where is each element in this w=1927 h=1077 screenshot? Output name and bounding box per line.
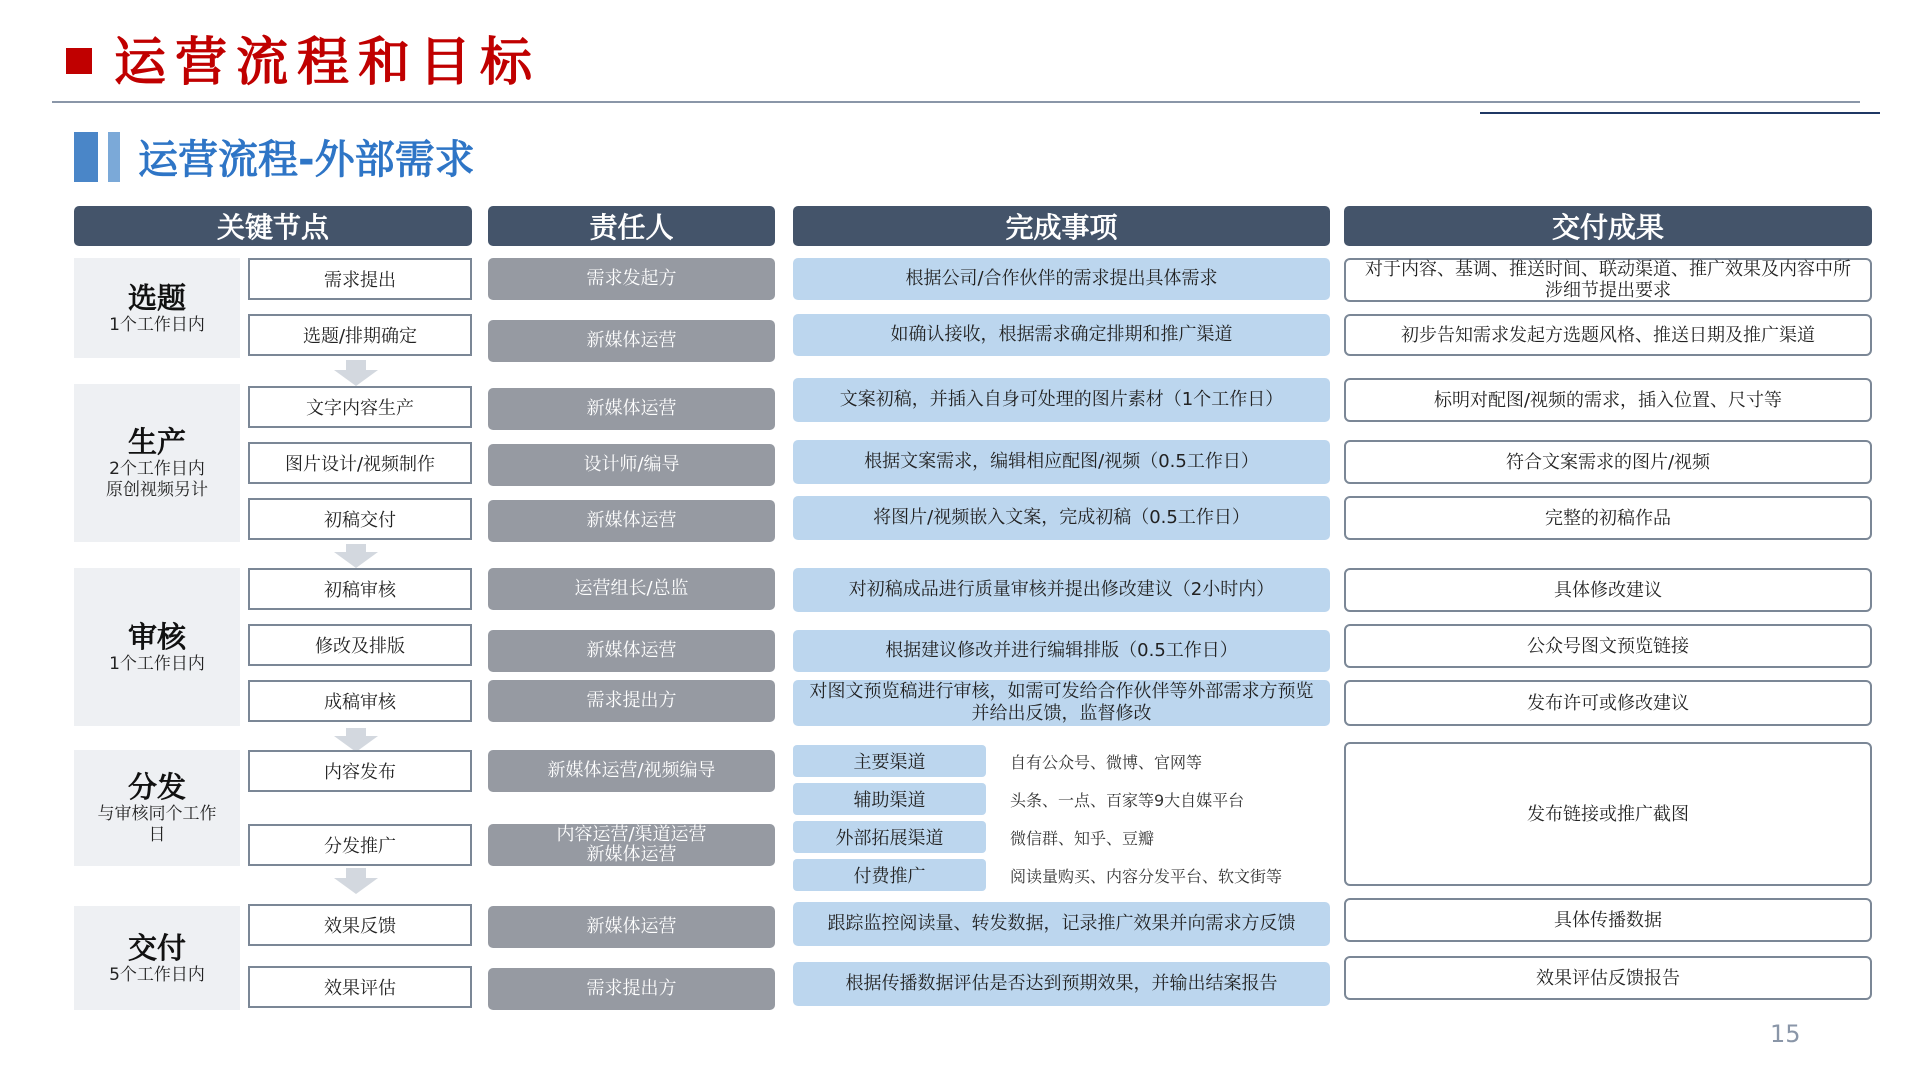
task-box: 跟踪监控阅读量、转发数据，记录推广效果并向需求方反馈 [793, 902, 1330, 946]
stage-delivery [74, 906, 240, 1010]
channel-label: 外部拓展渠道 [793, 821, 986, 853]
node-box: 图片设计/视频制作 [248, 442, 472, 484]
node-box: 分发推广 [248, 824, 472, 866]
channel-desc: 阅读量购买、内容分发平台、软文街等 [1010, 866, 1283, 886]
flow-arrow-stem [346, 868, 366, 878]
owner-badge: 设计师/编导 [488, 444, 775, 486]
header-key-node: 关键节点 [74, 206, 472, 246]
node-box: 修改及排版 [248, 624, 472, 666]
result-box: 公众号图文预览链接 [1344, 624, 1872, 668]
channel-desc: 微信群、知乎、豆瓣 [1010, 828, 1155, 848]
channel-label: 主要渠道 [793, 745, 986, 777]
task-box: 根据文案需求，编辑相应配图/视频（0.5工作日） [793, 440, 1330, 484]
flow-arrow-stem [346, 728, 366, 736]
result-box: 具体传播数据 [1344, 898, 1872, 942]
stage-name: 审核 [127, 619, 186, 654]
task-box: 文案初稿，并插入自身可处理的图片素材（1个工作日） [793, 378, 1330, 422]
channel-desc: 头条、一点、百家等9大自媒平台 [1010, 790, 1245, 810]
subtitle-bar [74, 132, 98, 182]
owner-badge: 需求提出方 [488, 968, 775, 1010]
owner-badge: 新媒体运营 [488, 320, 775, 362]
title-bullet [66, 48, 92, 74]
stage-desc: 1个工作日内 [109, 314, 205, 335]
stage-review [74, 568, 240, 726]
owner-badge: 运营组长/总监 [488, 568, 775, 610]
flow-arrow-stem [346, 544, 366, 552]
owner-badge: 新媒体运营 [488, 388, 775, 430]
node-box: 选题/排期确定 [248, 314, 472, 356]
channel-label: 辅助渠道 [793, 783, 986, 815]
stage-desc: 5个工作日内 [109, 964, 205, 985]
header-owner: 责任人 [488, 206, 775, 246]
owner-badge: 新媒体运营 [488, 906, 775, 948]
task-box: 根据公司/合作伙伴的需求提出具体需求 [793, 258, 1330, 300]
node-box: 需求提出 [248, 258, 472, 300]
result-box: 标明对配图/视频的需求，插入位置、尺寸等 [1344, 378, 1872, 422]
distribution-result-box: 发布链接或推广截图 [1344, 742, 1872, 886]
result-box: 效果评估反馈报告 [1344, 956, 1872, 1000]
channel-label: 付费推广 [793, 859, 986, 891]
stage-desc: 1个工作日内 [109, 653, 205, 674]
result-box: 对于内容、基调、推送时间、联动渠道、推广效果及内容中所涉细节提出要求 [1344, 258, 1872, 302]
title-divider [52, 101, 1860, 103]
stage-distribution [74, 750, 240, 866]
section-title: 运营流程-外部需求 [138, 137, 475, 183]
result-box: 发布许可或修改建议 [1344, 680, 1872, 726]
stage-topic [74, 258, 240, 358]
stage-desc: 2个工作日内 原创视频另计 [106, 459, 208, 500]
result-box: 完整的初稿作品 [1344, 496, 1872, 540]
task-box: 将图片/视频嵌入文案，完成初稿（0.5工作日） [793, 496, 1330, 540]
result-box: 初步告知需求发起方选题风格、推送日期及推广渠道 [1344, 314, 1872, 356]
header-deliverables: 交付成果 [1344, 206, 1872, 246]
flow-arrow-icon [334, 552, 378, 568]
subtitle-bar-thin [108, 132, 120, 182]
stage-name: 生产 [127, 425, 186, 459]
page-title: 运营流程和目标 [114, 33, 542, 93]
owner-badge: 需求发起方 [488, 258, 775, 300]
node-box: 初稿交付 [248, 498, 472, 540]
node-box: 成稿审核 [248, 680, 472, 722]
task-box: 对图文预览稿进行审核，如需可发给合作伙伴等外部需求方预览并给出反馈，监督修改 [793, 680, 1330, 726]
stage-production [74, 384, 240, 542]
flow-arrow-stem [346, 360, 366, 370]
owner-badge: 内容运营/渠道运营 新媒体运营 [488, 824, 775, 866]
owner-badge: 新媒体运营 [488, 500, 775, 542]
channel-desc: 自有公众号、微博、官网等 [1010, 752, 1203, 772]
node-box: 文字内容生产 [248, 386, 472, 428]
flow-arrow-icon [334, 370, 378, 386]
task-box: 根据建议修改并进行编辑排版（0.5工作日） [793, 630, 1330, 672]
stage-name: 选题 [127, 280, 186, 315]
stage-name: 分发 [127, 770, 186, 804]
owner-badge: 新媒体运营/视频编导 [488, 750, 775, 792]
node-box: 效果反馈 [248, 904, 472, 946]
header-tasks: 完成事项 [793, 206, 1330, 246]
task-box: 如确认接收，根据需求确定排期和推广渠道 [793, 314, 1330, 356]
result-box: 符合文案需求的图片/视频 [1344, 440, 1872, 484]
node-box: 初稿审核 [248, 568, 472, 610]
task-box: 根据传播数据评估是否达到预期效果，并输出结案报告 [793, 962, 1330, 1006]
stage-name: 交付 [127, 930, 186, 965]
node-box: 效果评估 [248, 966, 472, 1008]
result-box: 具体修改建议 [1344, 568, 1872, 612]
flow-arrow-icon [334, 878, 378, 894]
node-box: 内容发布 [248, 750, 472, 792]
owner-badge: 新媒体运营 [488, 630, 775, 672]
stage-desc: 与审核同个工作日 [97, 804, 217, 845]
page-number: 15 [1770, 1020, 1801, 1048]
task-box: 对初稿成品进行质量审核并提出修改建议（2小时内） [793, 568, 1330, 612]
title-divider-accent [1480, 112, 1880, 114]
owner-badge: 需求提出方 [488, 680, 775, 722]
